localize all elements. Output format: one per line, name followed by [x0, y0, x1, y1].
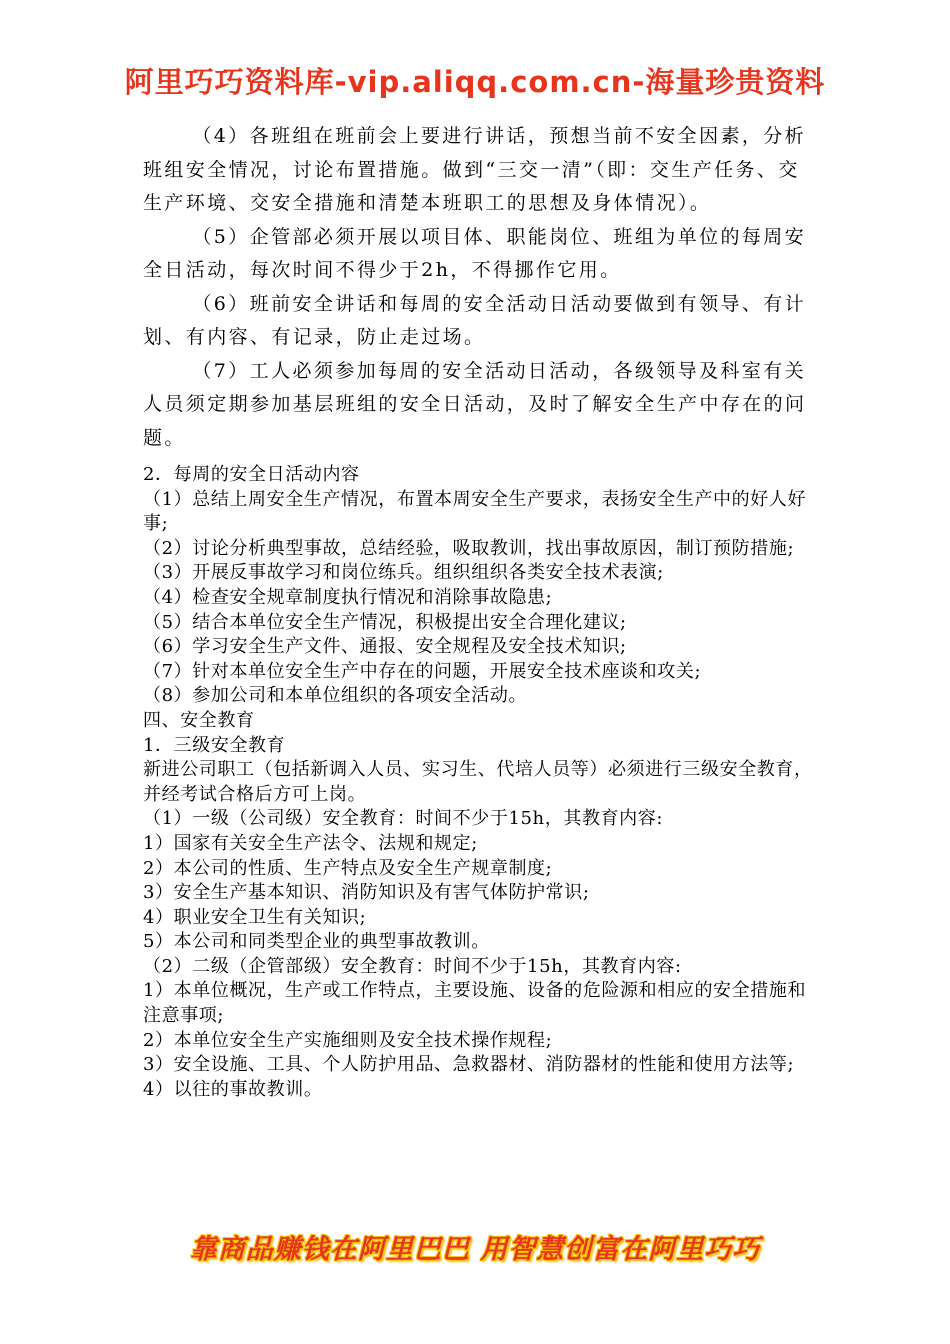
list-item: （1）总结上周安全生产情况，布置本周安全生产要求，表扬安全生产中的好人好事;	[143, 488, 807, 535]
list-item: 4）以往的事故教训。	[143, 1078, 323, 1100]
list-item: 3）安全生产基本知识、消防知识及有害气体防护常识;	[143, 882, 590, 904]
list-item: 3）安全设施、工具、个人防护用品、急救器材、消防器材的性能和使用方法等;	[143, 1054, 795, 1076]
list-item: （1）一级（公司级）安全教育：时间不少于15h，其教育内容:	[143, 808, 664, 830]
footer-watermark-banner: 靠商品赚钱在阿里巴巴 用智慧创富在阿里巧巧	[189, 1234, 761, 1265]
list-item: （6）学习安全生产文件、通报、安全规程及安全技术知识;	[143, 636, 627, 658]
section-heading-weekly-activity: 2．每周的安全日活动内容	[143, 464, 360, 485]
list-item: （2）二级（企管部级）安全教育：时间不少于15h，其教育内容:	[143, 955, 682, 977]
paragraph-item-5: （5）企管部必须开展以项目体、职能岗位、班组为单位的每周安全日活动，每次时间不得少于2h，不得挪作它用。	[143, 225, 807, 281]
intro-text: 新进公司职工（包括新调入人员、实习生、代培人员等）必须进行三级安全教育，并经考试合格后方可上岗。	[143, 759, 813, 805]
list-item: 2）本单位安全生产实施细则及安全技术操作规程;	[143, 1029, 553, 1051]
list-item: （8）参加公司和本单位组织的各项安全活动。	[143, 685, 528, 707]
header-watermark-banner: 阿里巧巧资料库-vip.aliqq.com.cn-海量珍贵资料	[124, 65, 826, 99]
list-item: （7）针对本单位安全生产中存在的问题，开展安全技术座谈和攻关;	[143, 660, 702, 682]
paragraph-item-4: （4）各班组在班前会上要进行讲话，预想当前不安全因素，分析班组安全情况，讨论布置措施。做到“三交一清”（即：交生产任务、交生产环境、交安全措施和清楚本班职工的思想及身体情况）。	[143, 125, 807, 214]
list-item: （3）开展反事故学习和岗位练兵。组织组织各类安全技术表演;	[143, 562, 664, 584]
paragraph-item-6: （6）班前安全讲话和每周的安全活动日活动要做到有领导、有计划、有内容、有记录，防止走过场。	[143, 292, 807, 348]
list-item: 1）国家有关安全生产法令、法规和规定;	[143, 832, 478, 854]
section-heading-three-level: 1．三级安全教育	[143, 734, 286, 756]
list-item: 5）本公司和同类型企业的典型事故教训。	[143, 931, 490, 953]
list-item: （2）讨论分析典型事故，总结经验，吸取教训，找出事故原因，制订预防措施;	[143, 537, 795, 559]
section-heading-safety-education: 四、安全教育	[143, 709, 255, 731]
list-item: 1）本单位概况，生产或工作特点，主要设施、设备的危险源和相应的安全措施和注意事项;	[143, 980, 807, 1027]
list-item: 2）本公司的性质、生产特点及安全生产规章制度;	[143, 857, 553, 879]
list-item: 4）职业安全卫生有关知识;	[143, 906, 367, 928]
list-item: （4）检查安全规章制度执行情况和消除事故隐患;	[143, 586, 553, 608]
paragraph-item-7: （7）工人必须参加每周的安全活动日活动，各级领导及科室有关人员须定期参加基层班组的安全日活动，及时了解安全生产中存在的问题。	[143, 359, 807, 449]
text-lines	[143, 463, 815, 1102]
list-item: （5）结合本单位安全生产情况，积极提出安全合理化建议;	[143, 611, 627, 633]
document-body	[143, 120, 815, 1102]
